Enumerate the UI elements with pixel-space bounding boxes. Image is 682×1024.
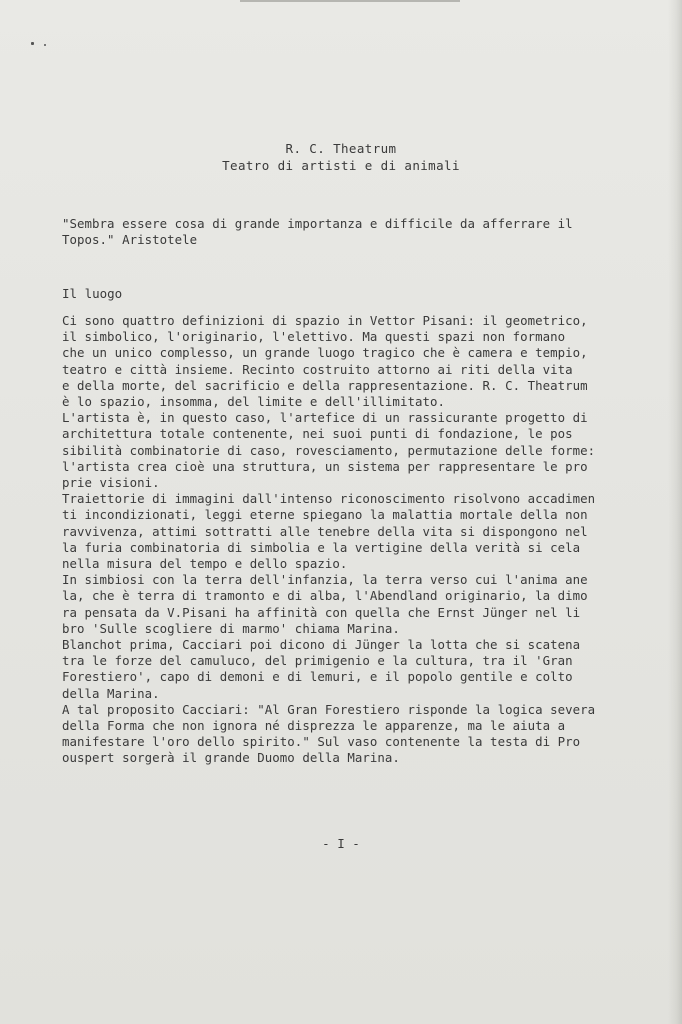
body-line: è lo spazio, insomma, del limite e dell'illimitato. [62,394,445,410]
body-line: Ci sono quattro definizioni di spazio in Vettor Pisani: il geometrico, [62,313,588,328]
document-header [0,140,682,174]
paper-edge-top [240,0,460,2]
body-line: della Marina. [62,685,160,701]
body-line: il simbolico, l'originario, l'elettivo. Ma questi spazi non formano [62,329,566,345]
section-heading: Il luogo [62,286,123,301]
body-line: tra le forze del camuluco, del primigenio e la cultura, tra il 'Gran [62,653,573,669]
ink-speck [44,44,46,46]
body-line: architettura totale contenente, nei suoi punti di fondazione, le pos [62,426,573,442]
body-line: che un unico complesso, un grande luogo tragico che è camera e tempio, [62,345,588,361]
body-line: la, che è terra di tramonto e di alba, l'Abendland originario, la dimo [62,588,588,604]
document-title: R. C. Theatrum [285,141,397,156]
body-line: ra pensata da V.Pisani ha affinità con quella che Ernst Jünger nel li [62,604,581,620]
body-line: nella misura del tempo e dello spazio. [62,556,348,572]
page-number: - I - [322,836,360,851]
body-line: sibilità combinatorie di caso, rovesciamento, permutazione delle forme: [62,442,596,458]
body-line: l'artista crea cioè una struttura, un sistema per rappresentare le pro [62,458,588,474]
body-line: manifestare l'oro dello spirito." Sul vaso contenente la testa di Pro [62,734,581,750]
body-line: prie visioni. [62,475,160,491]
body-line: bro 'Sulle scogliere di marmo' chiama Marina. [62,620,400,636]
body-line: In simbiosi con la terra dell'infanzia, la terra verso cui l'anima ane [62,572,588,588]
body-line: A tal proposito Cacciari: "Al Gran Forestiero risponde la logica severa [62,701,596,717]
body-line: Traiettorie di immagini dall'intenso riconoscimento risolvono accadimen [62,491,596,507]
ink-speck [31,42,34,45]
quote-line: "Sembra essere cosa di grande importanza e difficile da afferrare il [62,216,573,231]
body-line: ravvivenza, attimi sottratti alle tenebre della vita si dispongono nel [62,523,588,539]
body-line: la furia combinatoria di simbolia e la vertigine della verità si cela [62,539,581,555]
body-line: L'artista è, in questo caso, l'artefice di un rassicurante progetto di [62,410,588,426]
body-line: Forestiero', capo di demoni e di lemuri, e il popolo gentile e colto [62,669,573,685]
body-line: e della morte, del sacrificio e della rappresentazione. R. C. Theatrum [62,377,588,393]
document-subtitle: Teatro di artisti e di animali [222,158,460,173]
body-line: della Forma che non ignora né disprezza le apparenze, ma le aiuta a [62,718,566,734]
body-line: ouspert sorgerà il grande Duomo della Marina. [62,750,400,766]
quote-line: Topos." Aristotele [62,232,198,248]
epigraph-quote [62,216,632,248]
body-line: ti incondizionati, leggi eterne spiegano la malattia mortale della non [62,507,588,523]
body-line: Blanchot prima, Cacciari poi dicono di Jünger la lotta che si scatena [62,637,581,653]
body-text [62,313,652,767]
body-line: teatro e città insieme. Recinto costruito attorno ai riti della vita [62,361,573,377]
